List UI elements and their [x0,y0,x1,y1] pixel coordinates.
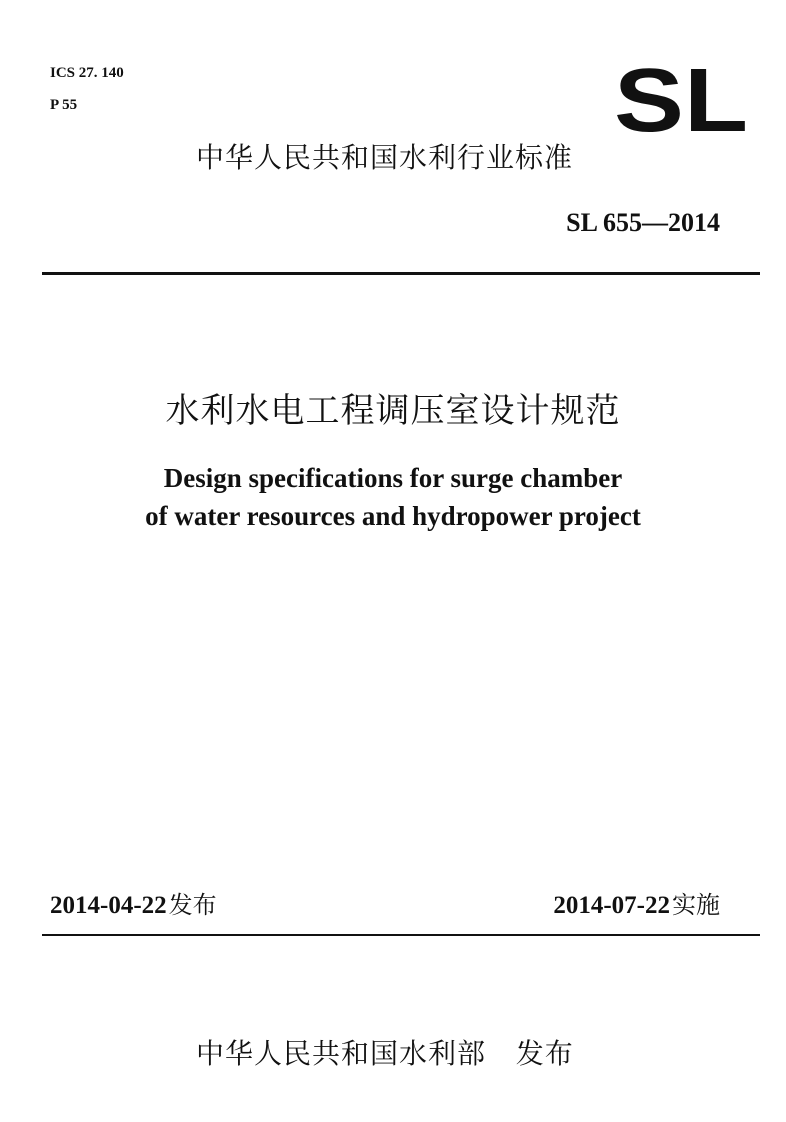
ics-code: ICS 27. 140 [50,65,124,81]
implementation-date-value: 2014-07-22 [553,892,670,919]
issue-date-value: 2014-04-22 [50,892,167,919]
sl-logo-text: SL [614,65,748,135]
issue-date [50,888,217,923]
sl-logo [614,65,748,135]
title-english-line1: Design specifications for surge chamber [163,463,623,493]
publisher-line [196,1034,574,1074]
issuer-category: 中华人民共和国水利行业标准 [196,141,574,174]
publish-label: 发布 [515,1037,574,1070]
title-english-line2: of water resources and hydropower project [145,501,641,531]
top-divider [42,272,760,275]
title-chinese: 水利水电工程调压室设计规范 [165,391,621,431]
implementation-label: 实施 [672,891,720,919]
standard-code: SL 655—2014 [566,208,720,237]
issue-label: 发布 [168,891,217,919]
bottom-divider [42,934,760,936]
implementation-date [553,888,720,923]
ccs-code: P 55 [50,97,78,113]
publisher-name: 中华人民共和国水利部 [196,1037,487,1070]
